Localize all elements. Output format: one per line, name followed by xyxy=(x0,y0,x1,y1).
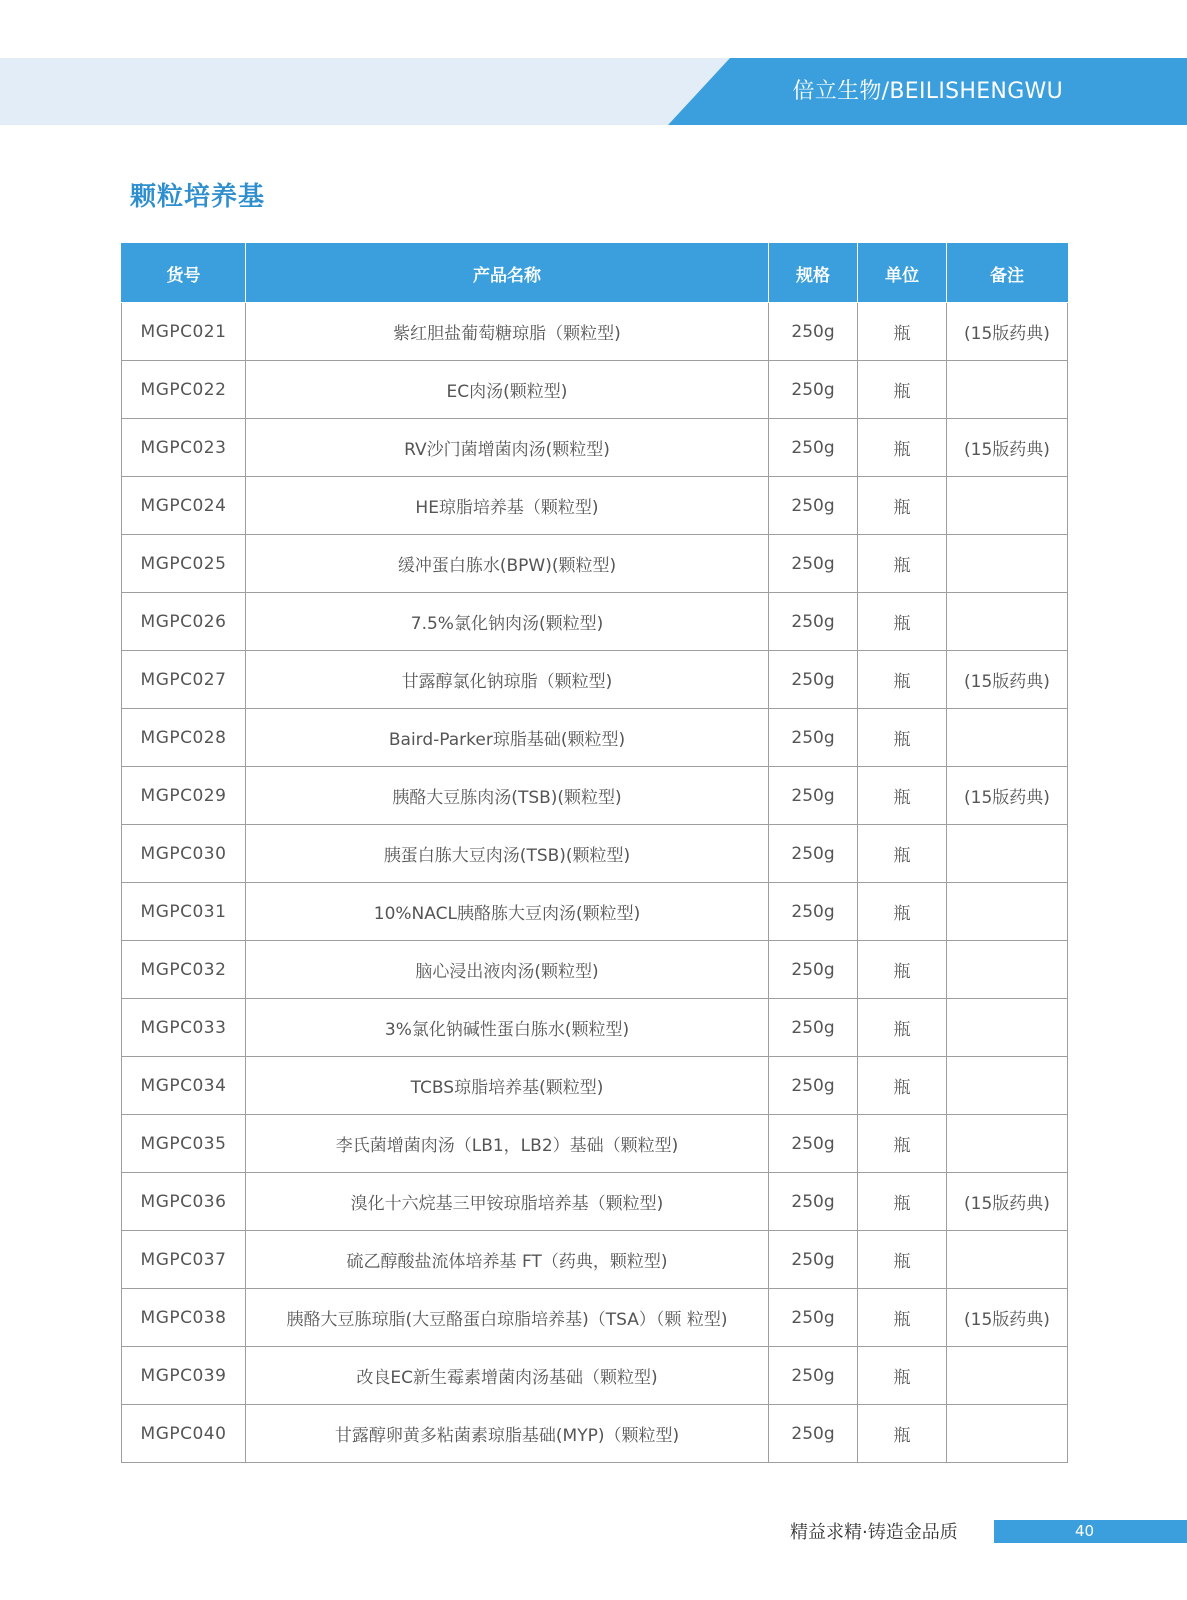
cell-unit: 瓶 xyxy=(858,1405,947,1463)
cell-unit: 瓶 xyxy=(858,1347,947,1405)
cell-unit: 瓶 xyxy=(858,303,947,361)
table-row xyxy=(122,1289,1068,1347)
section-title: 颗粒培养基 xyxy=(130,182,266,212)
cell-name: 硫乙醇酸盐流体培养基 FT（药典，颗粒型) xyxy=(246,1231,769,1289)
cell-name: RV沙门菌增菌肉汤(颗粒型) xyxy=(246,419,769,477)
cell-code: MGPC025 xyxy=(122,535,246,593)
cell-name: 7.5%氯化钠肉汤(颗粒型) xyxy=(246,593,769,651)
cell-note: (15版药典) xyxy=(947,419,1068,477)
cell-unit: 瓶 xyxy=(858,709,947,767)
table-header-row xyxy=(122,244,1068,303)
cell-name: 胰酪大豆胨肉汤(TSB)(颗粒型) xyxy=(246,767,769,825)
cell-spec: 250g xyxy=(769,883,858,941)
table-row xyxy=(122,477,1068,535)
cell-spec: 250g xyxy=(769,825,858,883)
cell-spec: 250g xyxy=(769,419,858,477)
cell-name: 脑心浸出液肉汤(颗粒型) xyxy=(246,941,769,999)
table-row xyxy=(122,1057,1068,1115)
cell-note xyxy=(947,999,1068,1057)
cell-code: MGPC039 xyxy=(122,1347,246,1405)
cell-code: MGPC026 xyxy=(122,593,246,651)
cell-spec: 250g xyxy=(769,1115,858,1173)
table-row xyxy=(122,419,1068,477)
cell-code: MGPC031 xyxy=(122,883,246,941)
table-row xyxy=(122,1405,1068,1463)
table-row xyxy=(122,593,1068,651)
cell-code: MGPC035 xyxy=(122,1115,246,1173)
table-row xyxy=(122,361,1068,419)
cell-note xyxy=(947,709,1068,767)
cell-name: 胰蛋白胨大豆肉汤(TSB)(颗粒型) xyxy=(246,825,769,883)
cell-spec: 250g xyxy=(769,1173,858,1231)
table-row xyxy=(122,825,1068,883)
cell-note: (15版药典) xyxy=(947,1289,1068,1347)
cell-code: MGPC022 xyxy=(122,361,246,419)
cell-spec: 250g xyxy=(769,303,858,361)
cell-note xyxy=(947,593,1068,651)
cell-spec: 250g xyxy=(769,767,858,825)
cell-name: Baird-Parker琼脂基础(颗粒型) xyxy=(246,709,769,767)
cell-note xyxy=(947,1057,1068,1115)
cell-note xyxy=(947,477,1068,535)
cell-name: 胰酪大豆胨琼脂(大豆酪蛋白琼脂培养基)（TSA）（颗 粒型) xyxy=(246,1289,769,1347)
table-row xyxy=(122,1173,1068,1231)
header-name: 产品名称 xyxy=(246,244,769,303)
cell-unit: 瓶 xyxy=(858,361,947,419)
cell-code: MGPC023 xyxy=(122,419,246,477)
cell-unit: 瓶 xyxy=(858,1173,947,1231)
cell-spec: 250g xyxy=(769,709,858,767)
cell-unit: 瓶 xyxy=(858,651,947,709)
cell-code: MGPC036 xyxy=(122,1173,246,1231)
cell-unit: 瓶 xyxy=(858,1289,947,1347)
header-spec: 规格 xyxy=(769,244,858,303)
header-unit: 单位 xyxy=(858,244,947,303)
cell-unit: 瓶 xyxy=(858,825,947,883)
cell-name: EC肉汤(颗粒型) xyxy=(246,361,769,419)
table-row xyxy=(122,1231,1068,1289)
cell-unit: 瓶 xyxy=(858,1231,947,1289)
cell-unit: 瓶 xyxy=(858,593,947,651)
cell-spec: 250g xyxy=(769,535,858,593)
cell-unit: 瓶 xyxy=(858,767,947,825)
cell-code: MGPC037 xyxy=(122,1231,246,1289)
cell-note: (15版药典) xyxy=(947,1173,1068,1231)
cell-note xyxy=(947,1347,1068,1405)
cell-unit: 瓶 xyxy=(858,535,947,593)
cell-code: MGPC027 xyxy=(122,651,246,709)
cell-name: 缓冲蛋白胨水(BPW)(颗粒型) xyxy=(246,535,769,593)
cell-name: TCBS琼脂培养基(颗粒型) xyxy=(246,1057,769,1115)
table-row xyxy=(122,651,1068,709)
cell-unit: 瓶 xyxy=(858,419,947,477)
cell-spec: 250g xyxy=(769,593,858,651)
cell-spec: 250g xyxy=(769,477,858,535)
cell-name: 改良EC新生霉素增菌肉汤基础（颗粒型) xyxy=(246,1347,769,1405)
cell-unit: 瓶 xyxy=(858,1057,947,1115)
cell-name: HE琼脂培养基（颗粒型) xyxy=(246,477,769,535)
cell-note xyxy=(947,941,1068,999)
cell-note: (15版药典) xyxy=(947,303,1068,361)
cell-code: MGPC033 xyxy=(122,999,246,1057)
page-number: 40 xyxy=(1075,1522,1095,1540)
cell-spec: 250g xyxy=(769,1347,858,1405)
cell-code: MGPC021 xyxy=(122,303,246,361)
cell-spec: 250g xyxy=(769,1231,858,1289)
cell-unit: 瓶 xyxy=(858,999,947,1057)
cell-code: MGPC029 xyxy=(122,767,246,825)
cell-code: MGPC032 xyxy=(122,941,246,999)
cell-code: MGPC028 xyxy=(122,709,246,767)
cell-spec: 250g xyxy=(769,999,858,1057)
cell-code: MGPC038 xyxy=(122,1289,246,1347)
cell-unit: 瓶 xyxy=(858,1115,947,1173)
table-row xyxy=(122,1115,1068,1173)
header-note: 备注 xyxy=(947,244,1068,303)
table-row xyxy=(122,941,1068,999)
table-row xyxy=(122,1347,1068,1405)
cell-note xyxy=(947,883,1068,941)
cell-code: MGPC030 xyxy=(122,825,246,883)
table-row xyxy=(122,303,1068,361)
cell-note xyxy=(947,1405,1068,1463)
cell-unit: 瓶 xyxy=(858,477,947,535)
cell-code: MGPC040 xyxy=(122,1405,246,1463)
cell-name: 溴化十六烷基三甲铵琼脂培养基（颗粒型) xyxy=(246,1173,769,1231)
table-row xyxy=(122,883,1068,941)
cell-note xyxy=(947,1115,1068,1173)
cell-spec: 250g xyxy=(769,941,858,999)
cell-note xyxy=(947,825,1068,883)
cell-code: MGPC024 xyxy=(122,477,246,535)
cell-name: 甘露醇卵黄多粘菌素琼脂基础(MYP)（颗粒型) xyxy=(246,1405,769,1463)
cell-spec: 250g xyxy=(769,1405,858,1463)
header-code: 货号 xyxy=(122,244,246,303)
cell-note xyxy=(947,361,1068,419)
table-row xyxy=(122,709,1068,767)
cell-spec: 250g xyxy=(769,1289,858,1347)
cell-name: 紫红胆盐葡萄糖琼脂（颗粒型) xyxy=(246,303,769,361)
cell-unit: 瓶 xyxy=(858,941,947,999)
cell-spec: 250g xyxy=(769,651,858,709)
table-row xyxy=(122,767,1068,825)
cell-spec: 250g xyxy=(769,361,858,419)
cell-note: (15版药典) xyxy=(947,651,1068,709)
cell-note xyxy=(947,1231,1068,1289)
cell-code: MGPC034 xyxy=(122,1057,246,1115)
cell-note xyxy=(947,535,1068,593)
brand-title: 倍立生物/BEILISHENGWU xyxy=(792,79,1063,104)
cell-name: 3%氯化钠碱性蛋白胨水(颗粒型) xyxy=(246,999,769,1057)
cell-note: (15版药典) xyxy=(947,767,1068,825)
cell-name: 李氏菌增菌肉汤（LB1，LB2）基础（颗粒型) xyxy=(246,1115,769,1173)
footer-slogan: 精益求精·铸造金品质 xyxy=(790,1522,958,1543)
table-row xyxy=(122,535,1068,593)
cell-name: 甘露醇氯化钠琼脂（颗粒型) xyxy=(246,651,769,709)
table-row xyxy=(122,999,1068,1057)
cell-spec: 250g xyxy=(769,1057,858,1115)
cell-name: 10%NACL胰酪胨大豆肉汤(颗粒型) xyxy=(246,883,769,941)
cell-unit: 瓶 xyxy=(858,883,947,941)
product-table xyxy=(121,243,1068,1463)
